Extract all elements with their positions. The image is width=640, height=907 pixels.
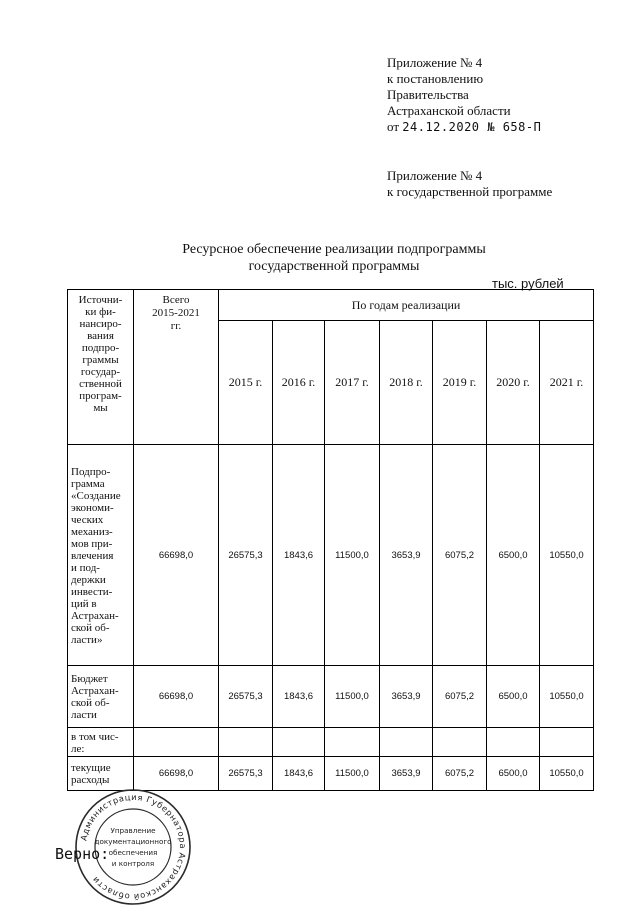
table-row — [68, 757, 594, 791]
header-source-line: подпро- — [81, 342, 120, 354]
row-year-value: 1843,6 — [273, 666, 325, 728]
row-source-line: Подпро- — [71, 465, 111, 478]
row-year-value: 26575,3 — [219, 666, 273, 728]
row-year-value: 11500,0 — [325, 666, 380, 728]
row-source-line: грамма — [71, 477, 105, 490]
row-source-line: в том чис- — [71, 730, 119, 743]
row-source-line: и под- — [71, 561, 100, 574]
header-total-line: Всего — [162, 294, 190, 306]
stamp-center-line-2: документационного — [94, 837, 172, 846]
title-line-1: Ресурсное обеспечение реализации подпрограммы — [182, 242, 486, 257]
units-label: тыс. рублей — [492, 276, 564, 291]
header-source-line: вания — [87, 330, 114, 342]
row-year-value: 6075,2 — [433, 666, 487, 728]
row-year-value: 3653,9 — [380, 445, 433, 666]
table-row — [68, 666, 594, 728]
row-source-line: Бюджет — [71, 673, 108, 685]
row-source — [68, 757, 134, 791]
row-source-line: «Создание — [71, 489, 121, 502]
header-source-line: мы — [93, 402, 108, 414]
row-source — [68, 728, 134, 757]
resolution-number: № 658-П — [479, 120, 542, 134]
stamp-center-line-1: Управление — [110, 826, 156, 835]
row-source-line: инвести- — [71, 585, 113, 598]
stamp-center-line-4: и контроля — [111, 859, 155, 868]
row-year-value — [380, 728, 433, 757]
header-total-lines — [134, 294, 218, 333]
row-year-value: 6075,2 — [433, 445, 487, 666]
header-by-years: По годам реализации — [219, 290, 594, 321]
appendix-program-number: Приложение № 4 — [387, 168, 483, 183]
header-source-line: Источни- — [78, 294, 123, 306]
header-total — [134, 290, 219, 445]
header-row-1 — [68, 290, 594, 321]
row-year-value: 6500,0 — [487, 666, 540, 728]
header-source-line: государ- — [80, 366, 121, 378]
resource-table — [67, 289, 594, 791]
stamp-center-line-3: обеспечения — [108, 848, 158, 857]
header-year: 2017 г. — [325, 321, 380, 445]
row-year-value: 6500,0 — [487, 445, 540, 666]
row-year-value — [487, 728, 540, 757]
row-year-value: 6075,2 — [433, 757, 487, 791]
row-source-line: ласти — [71, 709, 97, 721]
appendix-number: Приложение № 4 — [387, 55, 483, 70]
row-year-value: 10550,0 — [540, 666, 594, 728]
row-source-line: ласти» — [71, 633, 103, 646]
table-row — [68, 728, 594, 757]
header-year: 2020 г. — [487, 321, 540, 445]
row-year-value: 11500,0 — [325, 757, 380, 791]
row-source-line: мов при- — [71, 537, 113, 550]
row-source — [68, 666, 134, 728]
row-source-line: Астрахан- — [71, 685, 119, 697]
row-year-value: 3653,9 — [380, 666, 433, 728]
row-year-value: 1843,6 — [273, 445, 325, 666]
row-source — [68, 445, 134, 666]
row-source-line: расходы — [71, 774, 110, 786]
row-source-line: механиз- — [71, 525, 113, 538]
certification-mark: Верно: — [55, 845, 110, 863]
resolution-date: 24.12.2020 — [402, 120, 480, 134]
row-year-value — [219, 728, 273, 757]
header-source-lines — [68, 294, 133, 414]
row-year-value: 10550,0 — [540, 757, 594, 791]
header-source-line: програм- — [79, 390, 122, 402]
stamp-ring-text: Администрация Губернатора Астраханской области — [78, 791, 189, 903]
row-source-line: Астрахан- — [71, 609, 119, 622]
header-year: 2015 г. — [219, 321, 273, 445]
header-year: 2019 г. — [433, 321, 487, 445]
appendix-program — [387, 168, 552, 200]
row-year-value: 26575,3 — [219, 445, 273, 666]
row-source-line: ческих — [71, 513, 104, 526]
row-source-line: ле: — [71, 742, 85, 755]
row-source-line: текущие — [71, 762, 111, 774]
header-source-line: граммы — [82, 354, 119, 366]
date-prefix: от — [387, 119, 403, 134]
row-total: 66698,0 — [134, 666, 219, 728]
appendix-program-ref: к государственной программе — [387, 184, 553, 199]
row-total — [134, 728, 219, 757]
header-total-line: гг. — [170, 320, 182, 332]
appendix-to-resolution: к постановлению — [387, 71, 484, 86]
header-source-line: ственной — [79, 378, 122, 390]
appendix-resolution — [387, 55, 541, 135]
header-year: 2018 г. — [380, 321, 433, 445]
header-source-line: нансиро- — [79, 318, 122, 330]
row-total: 66698,0 — [134, 757, 219, 791]
row-source-line: держки — [71, 573, 106, 586]
row-year-value — [273, 728, 325, 757]
header-year: 2021 г. — [540, 321, 594, 445]
row-source-line: ской об- — [71, 621, 110, 634]
appendix-government: Правительства — [387, 87, 469, 102]
row-source-line: влечения — [71, 549, 114, 562]
row-year-value: 1843,6 — [273, 757, 325, 791]
row-source-line: ций в — [71, 597, 97, 610]
title-line-2: государственной программы — [248, 259, 420, 274]
row-year-value — [433, 728, 487, 757]
table-row — [68, 445, 594, 666]
row-total: 66698,0 — [134, 445, 219, 666]
appendix-region: Астраханской области — [387, 103, 511, 118]
row-year-value — [540, 728, 594, 757]
header-source-line: ки фи- — [85, 306, 116, 318]
header-year: 2016 г. — [273, 321, 325, 445]
row-year-value: 11500,0 — [325, 445, 380, 666]
row-source-line: ской об- — [71, 697, 110, 709]
header-total-line: 2015-2021 — [152, 307, 200, 319]
header-source — [68, 290, 134, 445]
row-source-line: экономи- — [71, 501, 114, 514]
document-title — [0, 241, 640, 275]
row-year-value: 26575,3 — [219, 757, 273, 791]
row-year-value — [325, 728, 380, 757]
row-year-value: 6500,0 — [487, 757, 540, 791]
appendix-date-line — [387, 119, 541, 135]
row-year-value: 3653,9 — [380, 757, 433, 791]
row-year-value: 10550,0 — [540, 445, 594, 666]
